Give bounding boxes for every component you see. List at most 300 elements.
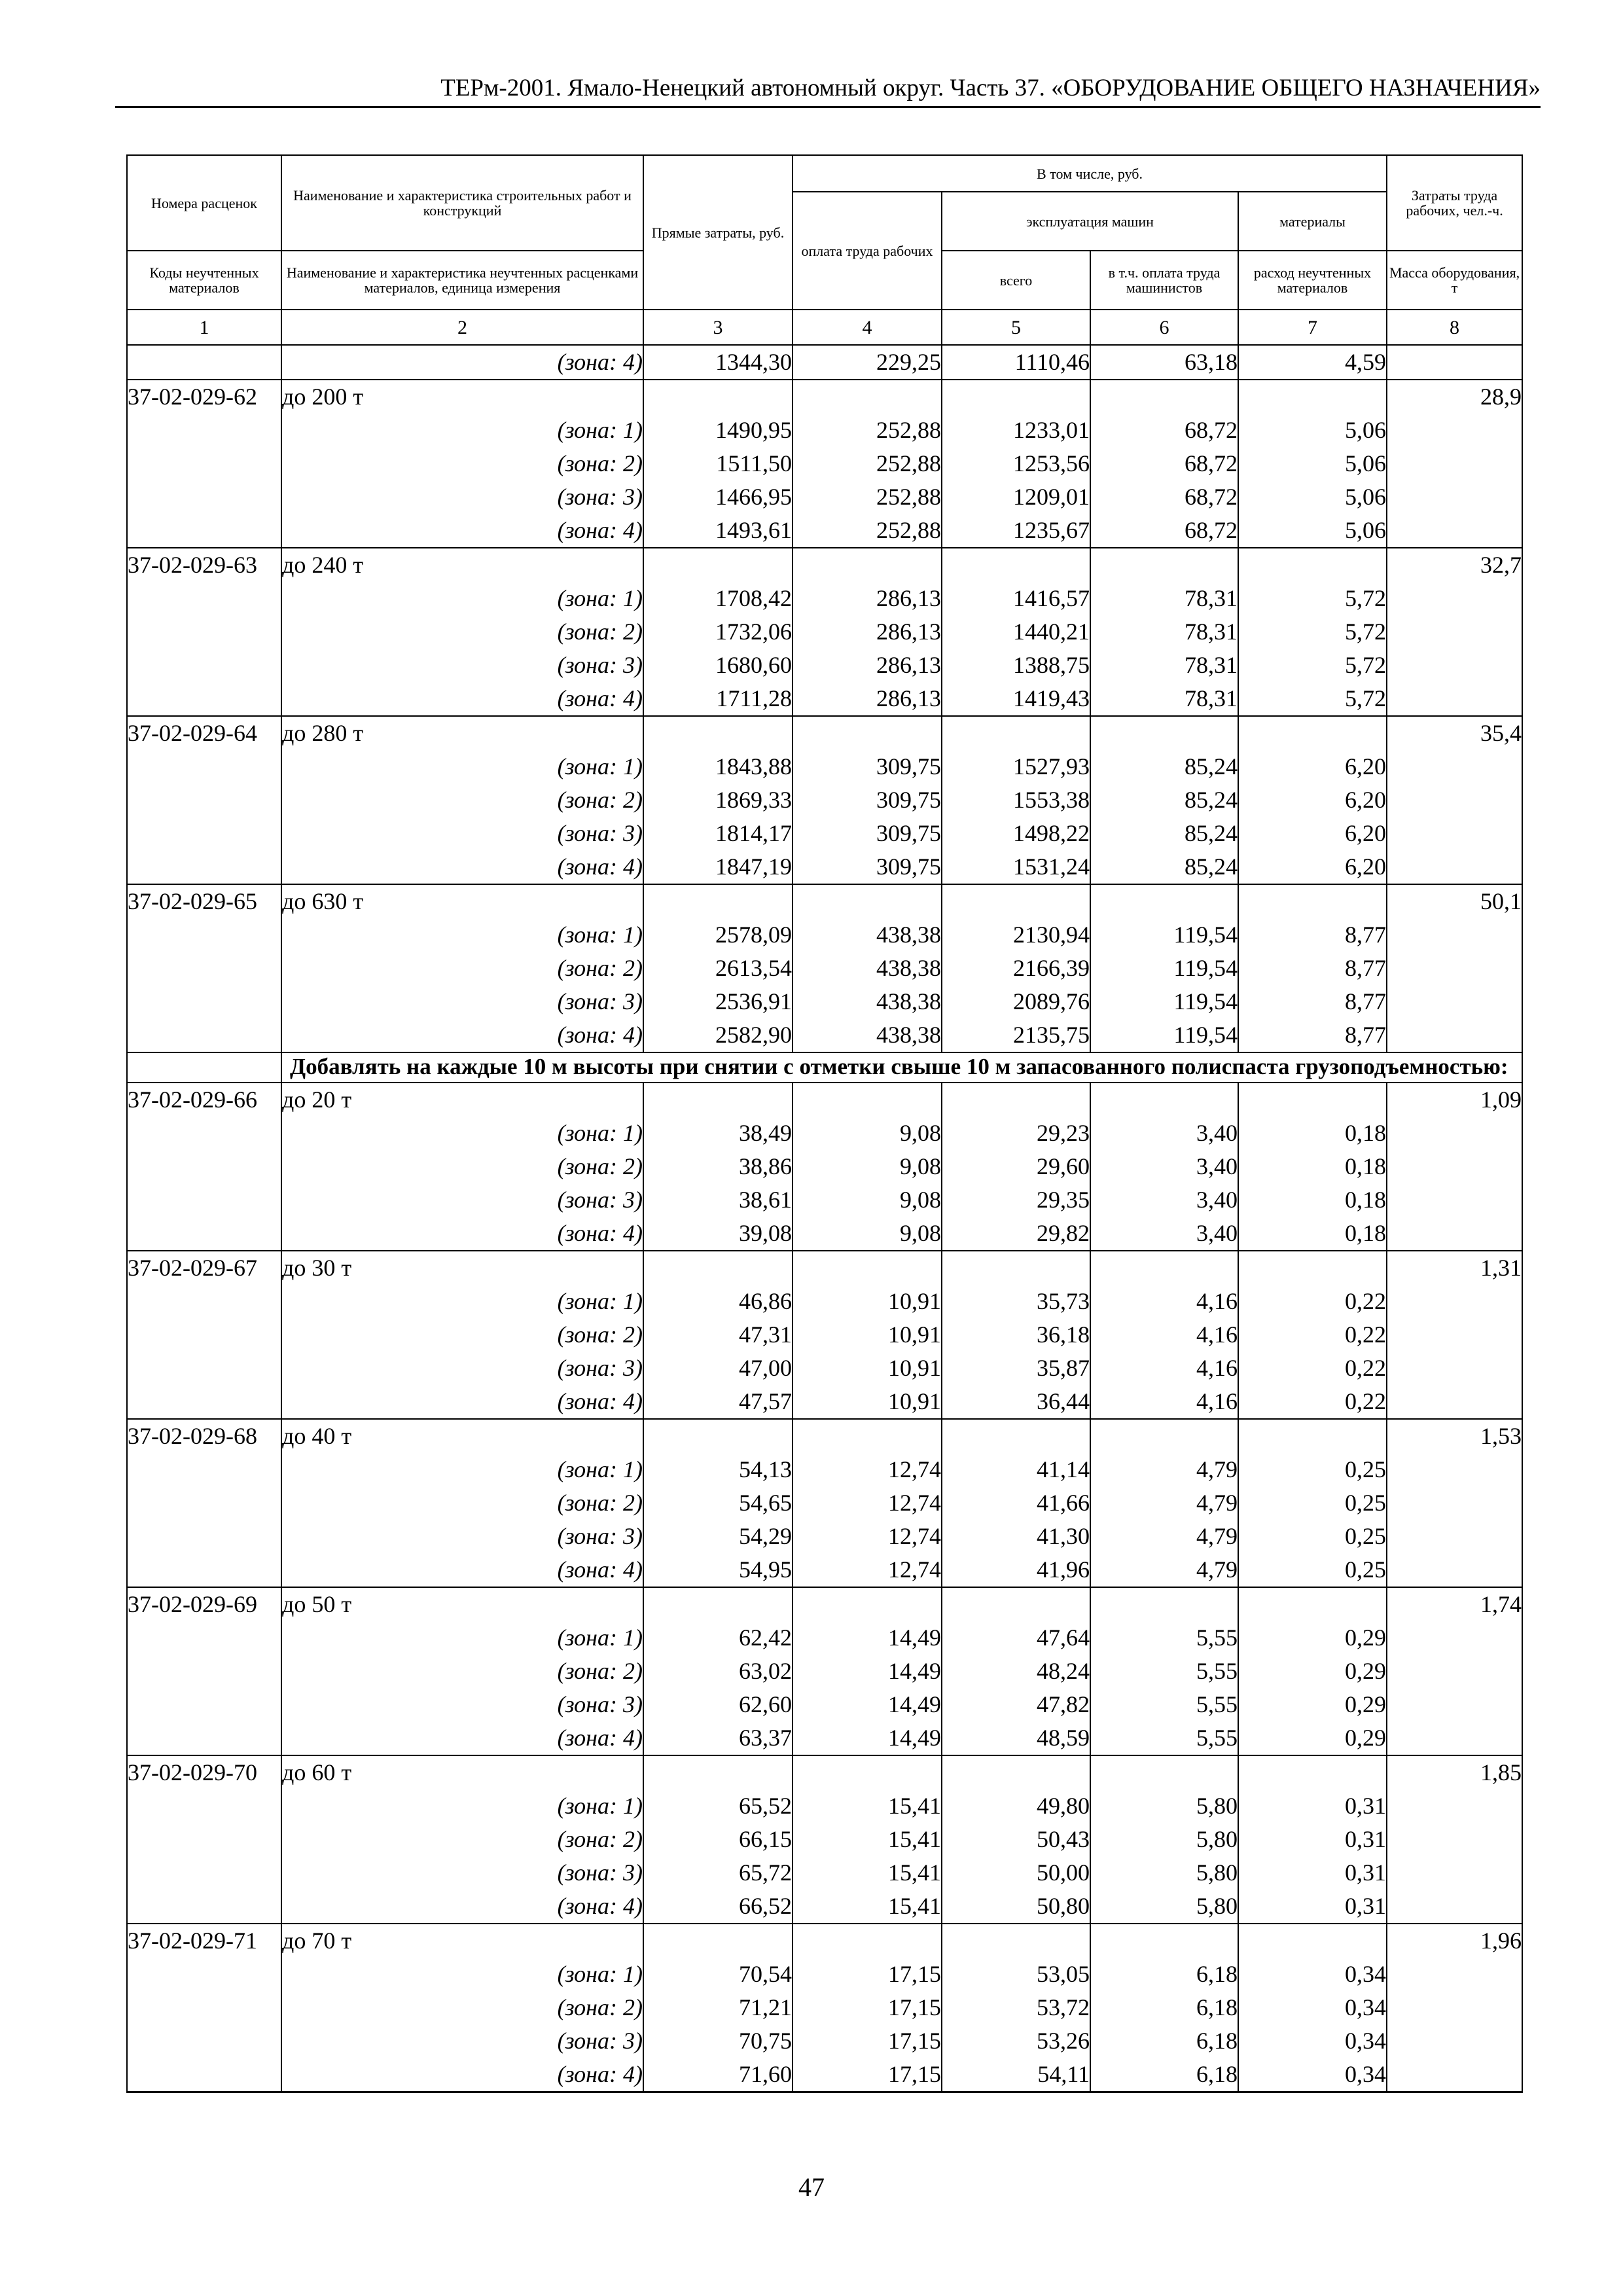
machinist-pay-cell: 4,16 <box>1090 1318 1238 1352</box>
labor-cell <box>1387 1453 1522 1486</box>
worker-pay-cell: 15,41 <box>793 1890 942 1924</box>
empty-cell <box>643 1419 793 1453</box>
machines-total-cell: 29,35 <box>942 1183 1090 1217</box>
zone-label: (зона: 3) <box>281 817 643 850</box>
rate-code: 37-02-029-62 <box>127 380 281 414</box>
zone-label: (зона: 3) <box>281 1520 643 1553</box>
zone-label: (зона: 2) <box>281 1655 643 1688</box>
machines-total-cell: 1110,46 <box>942 345 1090 380</box>
zone-row <box>127 1520 1522 1553</box>
labor-cell <box>1387 2024 1522 2058</box>
machines-total-cell: 1527,93 <box>942 750 1090 783</box>
rate-code-cell <box>127 1721 281 1755</box>
machines-total-cell: 50,80 <box>942 1890 1090 1924</box>
zone-row <box>127 1150 1522 1183</box>
machines-total-cell: 1498,22 <box>942 817 1090 850</box>
machines-total-cell: 1440,21 <box>942 615 1090 649</box>
rate-code: 37-02-029-71 <box>127 1924 281 1958</box>
worker-pay-cell: 12,74 <box>793 1520 942 1553</box>
machines-total-cell: 36,18 <box>942 1318 1090 1352</box>
labor-cell <box>1387 615 1522 649</box>
worker-pay-cell: 309,75 <box>793 783 942 817</box>
machines-total-cell: 1419,43 <box>942 682 1090 716</box>
zone-row <box>127 1318 1522 1352</box>
materials-cell: 0,25 <box>1238 1553 1387 1587</box>
machinist-pay-cell: 3,40 <box>1090 1183 1238 1217</box>
capacity-label: до 200 т <box>281 380 643 414</box>
worker-pay-cell: 12,74 <box>793 1453 942 1486</box>
materials-cell: 0,29 <box>1238 1655 1387 1688</box>
machinist-pay-cell: 85,24 <box>1090 750 1238 783</box>
rate-code-cell <box>127 1520 281 1553</box>
rate-code: 37-02-029-66 <box>127 1083 281 1117</box>
zone-label: (зона: 1) <box>281 414 643 447</box>
machines-total-cell: 53,72 <box>942 1991 1090 2024</box>
empty-cell <box>942 548 1090 582</box>
direct-costs-cell: 71,21 <box>643 1991 793 2024</box>
zone-row <box>127 1183 1522 1217</box>
rate-code-cell <box>127 1183 281 1217</box>
zone-label: (зона: 4) <box>281 1553 643 1587</box>
materials-cell: 5,72 <box>1238 682 1387 716</box>
rate-code-cell <box>127 1052 281 1083</box>
materials-cell: 0,34 <box>1238 2058 1387 2092</box>
labor-cell <box>1387 1991 1522 2024</box>
zone-label: (зона: 4) <box>281 1018 643 1052</box>
rate-header-row <box>127 1755 1522 1789</box>
zone-row <box>127 582 1522 615</box>
labor-cell <box>1387 1621 1522 1655</box>
machinist-pay-cell: 3,40 <box>1090 1117 1238 1150</box>
empty-cell <box>643 1755 793 1789</box>
labor-cell <box>1387 1150 1522 1183</box>
machines-total-cell: 29,60 <box>942 1150 1090 1183</box>
machinist-pay-cell: 3,40 <box>1090 1217 1238 1251</box>
materials-cell: 0,18 <box>1238 1183 1387 1217</box>
zone-row <box>127 1958 1522 1991</box>
machinist-pay-cell: 6,18 <box>1090 2058 1238 2092</box>
header-material-names: Наименование и характеристика неучтенных расценками материалов, единица измерения <box>281 251 643 310</box>
labor-cell <box>1387 345 1522 380</box>
rate-code-cell <box>127 1991 281 2024</box>
empty-cell <box>1238 1251 1387 1285</box>
direct-costs-cell: 1869,33 <box>643 783 793 817</box>
direct-costs-cell: 54,95 <box>643 1553 793 1587</box>
direct-costs-cell: 1466,95 <box>643 480 793 514</box>
rate-header-row <box>127 1419 1522 1453</box>
header-worker-pay: оплата труда рабочих <box>793 192 942 310</box>
direct-costs-cell: 70,54 <box>643 1958 793 1991</box>
worker-pay-cell: 15,41 <box>793 1856 942 1890</box>
header-machines-total: всего <box>942 251 1090 310</box>
worker-pay-cell: 14,49 <box>793 1721 942 1755</box>
zone-label: (зона: 2) <box>281 615 643 649</box>
header-materials: материалы <box>1238 192 1387 251</box>
page-number: 47 <box>798 2172 825 2202</box>
rate-code-cell <box>127 817 281 850</box>
machinist-pay-cell: 4,79 <box>1090 1486 1238 1520</box>
rate-header-row <box>127 1083 1522 1117</box>
worker-pay-cell: 252,88 <box>793 447 942 480</box>
materials-cell: 0,29 <box>1238 1721 1387 1755</box>
machines-total-cell: 2089,76 <box>942 985 1090 1018</box>
machinist-pay-cell: 4,16 <box>1090 1352 1238 1385</box>
machines-total-cell: 47,82 <box>942 1688 1090 1721</box>
zone-label: (зона: 3) <box>281 649 643 682</box>
worker-pay-cell: 9,08 <box>793 1150 942 1183</box>
empty-cell <box>793 884 942 918</box>
labor-cost: 35,4 <box>1387 716 1522 750</box>
labor-cell <box>1387 985 1522 1018</box>
empty-cell <box>942 1755 1090 1789</box>
worker-pay-cell: 309,75 <box>793 850 942 884</box>
direct-costs-cell: 2536,91 <box>643 985 793 1018</box>
capacity-label: до 240 т <box>281 548 643 582</box>
zone-row <box>127 1217 1522 1251</box>
rate-code-cell <box>127 2058 281 2092</box>
rate-code-cell <box>127 1890 281 1924</box>
empty-cell <box>793 380 942 414</box>
zone-label: (зона: 3) <box>281 1183 643 1217</box>
rate-code-cell <box>127 1217 281 1251</box>
machinist-pay-cell: 119,54 <box>1090 985 1238 1018</box>
labor-cell <box>1387 1655 1522 1688</box>
zone-label: (зона: 4) <box>281 1217 643 1251</box>
rate-header-row <box>127 1587 1522 1621</box>
zone-row <box>127 1856 1522 1890</box>
zone-row <box>127 1385 1522 1419</box>
header-machinist-pay: в т.ч. оплата труда машинистов <box>1090 251 1238 310</box>
direct-costs-cell: 65,52 <box>643 1789 793 1823</box>
empty-cell <box>1090 1587 1238 1621</box>
empty-cell <box>643 1924 793 1958</box>
zone-row <box>127 1486 1522 1520</box>
empty-cell <box>643 1083 793 1117</box>
direct-costs-cell: 47,57 <box>643 1385 793 1419</box>
rate-code-cell <box>127 1453 281 1486</box>
rate-code: 37-02-029-63 <box>127 548 281 582</box>
machinist-pay-cell: 5,55 <box>1090 1655 1238 1688</box>
labor-cell <box>1387 1318 1522 1352</box>
worker-pay-cell: 10,91 <box>793 1318 942 1352</box>
direct-costs-cell: 1344,30 <box>643 345 793 380</box>
zone-label: (зона: 4) <box>281 682 643 716</box>
labor-cell <box>1387 1789 1522 1823</box>
zone-row <box>127 985 1522 1018</box>
zone-label: (зона: 1) <box>281 750 643 783</box>
materials-cell: 0,25 <box>1238 1520 1387 1553</box>
machinist-pay-cell: 119,54 <box>1090 918 1238 952</box>
table-body <box>127 345 1522 2092</box>
labor-cell <box>1387 1553 1522 1587</box>
rate-header-row <box>127 1251 1522 1285</box>
direct-costs-cell: 54,29 <box>643 1520 793 1553</box>
rate-code: 37-02-029-67 <box>127 1251 281 1285</box>
zone-label: (зона: 2) <box>281 1991 643 2024</box>
zone-label: (зона: 1) <box>281 1453 643 1486</box>
direct-costs-cell: 2613,54 <box>643 952 793 985</box>
machinist-pay-cell: 5,80 <box>1090 1856 1238 1890</box>
materials-cell: 5,72 <box>1238 582 1387 615</box>
rate-code-cell <box>127 1856 281 1890</box>
header-work-name: Наименование и характеристика строительных работ и конструкций <box>281 155 643 251</box>
capacity-label: до 280 т <box>281 716 643 750</box>
zone-row <box>127 1117 1522 1150</box>
machines-total-cell: 1388,75 <box>942 649 1090 682</box>
empty-cell <box>1090 884 1238 918</box>
materials-cell: 5,72 <box>1238 649 1387 682</box>
materials-cell: 0,31 <box>1238 1789 1387 1823</box>
running-header <box>115 71 1541 108</box>
worker-pay-cell: 10,91 <box>793 1385 942 1419</box>
empty-cell <box>793 1083 942 1117</box>
zone-label: (зона: 1) <box>281 918 643 952</box>
empty-cell <box>942 1587 1090 1621</box>
worker-pay-cell: 10,91 <box>793 1352 942 1385</box>
empty-cell <box>643 548 793 582</box>
rate-code: 37-02-029-65 <box>127 884 281 918</box>
direct-costs-cell: 66,15 <box>643 1823 793 1856</box>
worker-pay-cell: 14,49 <box>793 1688 942 1721</box>
empty-cell <box>643 716 793 750</box>
direct-costs-cell: 62,42 <box>643 1621 793 1655</box>
direct-costs-cell: 1493,61 <box>643 514 793 548</box>
machines-total-cell: 49,80 <box>942 1789 1090 1823</box>
labor-cell <box>1387 2058 1522 2092</box>
labor-cell <box>1387 1958 1522 1991</box>
labor-cell <box>1387 1721 1522 1755</box>
labor-cell <box>1387 1856 1522 1890</box>
zone-row <box>127 682 1522 716</box>
empty-cell <box>1238 1587 1387 1621</box>
materials-cell: 0,34 <box>1238 2024 1387 2058</box>
worker-pay-cell: 15,41 <box>793 1789 942 1823</box>
machines-total-cell: 35,73 <box>942 1285 1090 1318</box>
rate-code-cell <box>127 1958 281 1991</box>
empty-cell <box>1238 1419 1387 1453</box>
rate-code-cell <box>127 1150 281 1183</box>
zone-row <box>127 1721 1522 1755</box>
machinist-pay-cell: 5,55 <box>1090 1621 1238 1655</box>
machines-total-cell: 1233,01 <box>942 414 1090 447</box>
zone-label: (зона: 3) <box>281 985 643 1018</box>
capacity-label: до 70 т <box>281 1924 643 1958</box>
rate-code: 37-02-029-70 <box>127 1755 281 1789</box>
labor-cost: 28,9 <box>1387 380 1522 414</box>
zone-label: (зона: 4) <box>281 514 643 548</box>
machinist-pay-cell: 5,80 <box>1090 1890 1238 1924</box>
zone-row <box>127 1018 1522 1052</box>
rate-code-cell <box>127 649 281 682</box>
labor-cell <box>1387 1385 1522 1419</box>
machines-total-cell: 48,24 <box>942 1655 1090 1688</box>
capacity-label: до 50 т <box>281 1587 643 1621</box>
empty-cell <box>1238 548 1387 582</box>
zone-row <box>127 2024 1522 2058</box>
worker-pay-cell: 14,49 <box>793 1655 942 1688</box>
machines-total-cell: 1209,01 <box>942 480 1090 514</box>
labor-cell <box>1387 850 1522 884</box>
labor-cell <box>1387 414 1522 447</box>
column-number: 1 <box>127 310 281 345</box>
zone-row <box>127 2058 1522 2092</box>
empty-cell <box>1090 548 1238 582</box>
document-title: ТЕРм-2001. Ямало-Ненецкий автономный округ. Часть 37. «ОБОРУДОВАНИЕ ОБЩЕГО НАЗНАЧЕНИЯ» <box>440 75 1541 101</box>
rate-code-cell <box>127 1789 281 1823</box>
materials-cell: 0,31 <box>1238 1890 1387 1924</box>
zone-label: (зона: 3) <box>281 1352 643 1385</box>
empty-cell <box>793 1924 942 1958</box>
materials-cell: 5,06 <box>1238 514 1387 548</box>
add-note-text: Добавлять на каждые 10 м высоты при снятии с отметки свыше 10 м запасованного полиспаста грузоподъемностью: <box>281 1052 1522 1083</box>
worker-pay-cell: 229,25 <box>793 345 942 380</box>
zone-label: (зона: 1) <box>281 1958 643 1991</box>
zone-label: (зона: 2) <box>281 783 643 817</box>
empty-cell <box>643 380 793 414</box>
materials-cell: 0,22 <box>1238 1285 1387 1318</box>
column-numbers-row <box>127 310 1522 345</box>
worker-pay-cell: 9,08 <box>793 1117 942 1150</box>
labor-cell <box>1387 1486 1522 1520</box>
direct-costs-cell: 2578,09 <box>643 918 793 952</box>
worker-pay-cell: 9,08 <box>793 1183 942 1217</box>
machines-total-cell: 47,64 <box>942 1621 1090 1655</box>
direct-costs-cell: 62,60 <box>643 1688 793 1721</box>
empty-cell <box>793 1419 942 1453</box>
labor-cell <box>1387 1890 1522 1924</box>
zone-row <box>127 1688 1522 1721</box>
materials-cell: 0,18 <box>1238 1150 1387 1183</box>
empty-cell <box>1090 716 1238 750</box>
labor-cell <box>1387 582 1522 615</box>
machines-total-cell: 29,82 <box>942 1217 1090 1251</box>
worker-pay-cell: 438,38 <box>793 952 942 985</box>
zone-row <box>127 1553 1522 1587</box>
machines-total-cell: 50,00 <box>942 1856 1090 1890</box>
machinist-pay-cell: 78,31 <box>1090 615 1238 649</box>
column-number: 4 <box>793 310 942 345</box>
materials-cell: 8,77 <box>1238 985 1387 1018</box>
labor-cell <box>1387 1520 1522 1553</box>
add-note-row <box>127 1052 1522 1083</box>
worker-pay-cell: 252,88 <box>793 480 942 514</box>
labor-cell <box>1387 447 1522 480</box>
materials-cell: 6,20 <box>1238 750 1387 783</box>
table-header <box>127 155 1522 345</box>
header-equipment-mass: Масса оборудования, т <box>1387 251 1522 310</box>
machines-total-cell: 41,30 <box>942 1520 1090 1553</box>
machinist-pay-cell: 85,24 <box>1090 850 1238 884</box>
labor-cell <box>1387 514 1522 548</box>
worker-pay-cell: 9,08 <box>793 1217 942 1251</box>
zone-row <box>127 414 1522 447</box>
labor-cell <box>1387 1217 1522 1251</box>
column-number: 6 <box>1090 310 1238 345</box>
zone-label: (зона: 4) <box>281 1890 643 1924</box>
worker-pay-cell: 252,88 <box>793 414 942 447</box>
direct-costs-cell: 54,65 <box>643 1486 793 1520</box>
labor-cell <box>1387 1117 1522 1150</box>
column-number: 8 <box>1387 310 1522 345</box>
rate-code-cell <box>127 682 281 716</box>
labor-cell <box>1387 952 1522 985</box>
machinist-pay-cell: 119,54 <box>1090 952 1238 985</box>
empty-cell <box>793 548 942 582</box>
empty-cell <box>793 1251 942 1285</box>
empty-cell <box>942 1419 1090 1453</box>
zone-row <box>127 649 1522 682</box>
machinist-pay-cell: 4,79 <box>1090 1553 1238 1587</box>
rate-header-row <box>127 716 1522 750</box>
worker-pay-cell: 286,13 <box>793 682 942 716</box>
labor-cell <box>1387 783 1522 817</box>
rate-code-cell <box>127 1117 281 1150</box>
labor-cell <box>1387 682 1522 716</box>
worker-pay-cell: 309,75 <box>793 750 942 783</box>
zone-label: (зона: 1) <box>281 1789 643 1823</box>
zone-row <box>127 615 1522 649</box>
labor-cost: 1,85 <box>1387 1755 1522 1789</box>
rate-header-row <box>127 380 1522 414</box>
rate-code-cell <box>127 1655 281 1688</box>
rate-code-cell <box>127 1352 281 1385</box>
worker-pay-cell: 12,74 <box>793 1486 942 1520</box>
zone-row <box>127 918 1522 952</box>
machinist-pay-cell: 5,55 <box>1090 1721 1238 1755</box>
materials-cell: 0,31 <box>1238 1823 1387 1856</box>
rate-header-row <box>127 548 1522 582</box>
capacity-label: до 40 т <box>281 1419 643 1453</box>
capacity-label: до 30 т <box>281 1251 643 1285</box>
worker-pay-cell: 438,38 <box>793 918 942 952</box>
zone-label: (зона: 4) <box>281 2058 643 2092</box>
direct-costs-cell: 38,49 <box>643 1117 793 1150</box>
materials-cell: 6,20 <box>1238 783 1387 817</box>
machines-total-cell: 2166,39 <box>942 952 1090 985</box>
worker-pay-cell: 286,13 <box>793 649 942 682</box>
empty-cell <box>942 1924 1090 1958</box>
materials-cell: 5,06 <box>1238 447 1387 480</box>
labor-cell <box>1387 480 1522 514</box>
machinist-pay-cell: 78,31 <box>1090 582 1238 615</box>
machines-total-cell: 41,96 <box>942 1553 1090 1587</box>
rate-code-cell <box>127 1486 281 1520</box>
machinist-pay-cell: 68,72 <box>1090 447 1238 480</box>
labor-cell <box>1387 1183 1522 1217</box>
machines-total-cell: 54,11 <box>942 2058 1090 2092</box>
worker-pay-cell: 12,74 <box>793 1553 942 1587</box>
rate-header-row <box>127 884 1522 918</box>
materials-cell: 5,72 <box>1238 615 1387 649</box>
zone-label: (зона: 4) <box>281 1721 643 1755</box>
zone-label: (зона: 3) <box>281 2024 643 2058</box>
machines-total-cell: 36,44 <box>942 1385 1090 1419</box>
zone-label: (зона: 2) <box>281 952 643 985</box>
materials-cell: 0,22 <box>1238 1352 1387 1385</box>
machinist-pay-cell: 78,31 <box>1090 682 1238 716</box>
worker-pay-cell: 17,15 <box>793 2058 942 2092</box>
zone-label: (зона: 1) <box>281 1285 643 1318</box>
header-machine-operation: эксплуатация машин <box>942 192 1238 251</box>
empty-cell <box>793 1755 942 1789</box>
machinist-pay-cell: 119,54 <box>1090 1018 1238 1052</box>
empty-cell <box>643 1251 793 1285</box>
zone-row <box>127 952 1522 985</box>
direct-costs-cell: 1732,06 <box>643 615 793 649</box>
table-row <box>127 345 1522 380</box>
column-number: 3 <box>643 310 793 345</box>
materials-cell: 0,29 <box>1238 1621 1387 1655</box>
